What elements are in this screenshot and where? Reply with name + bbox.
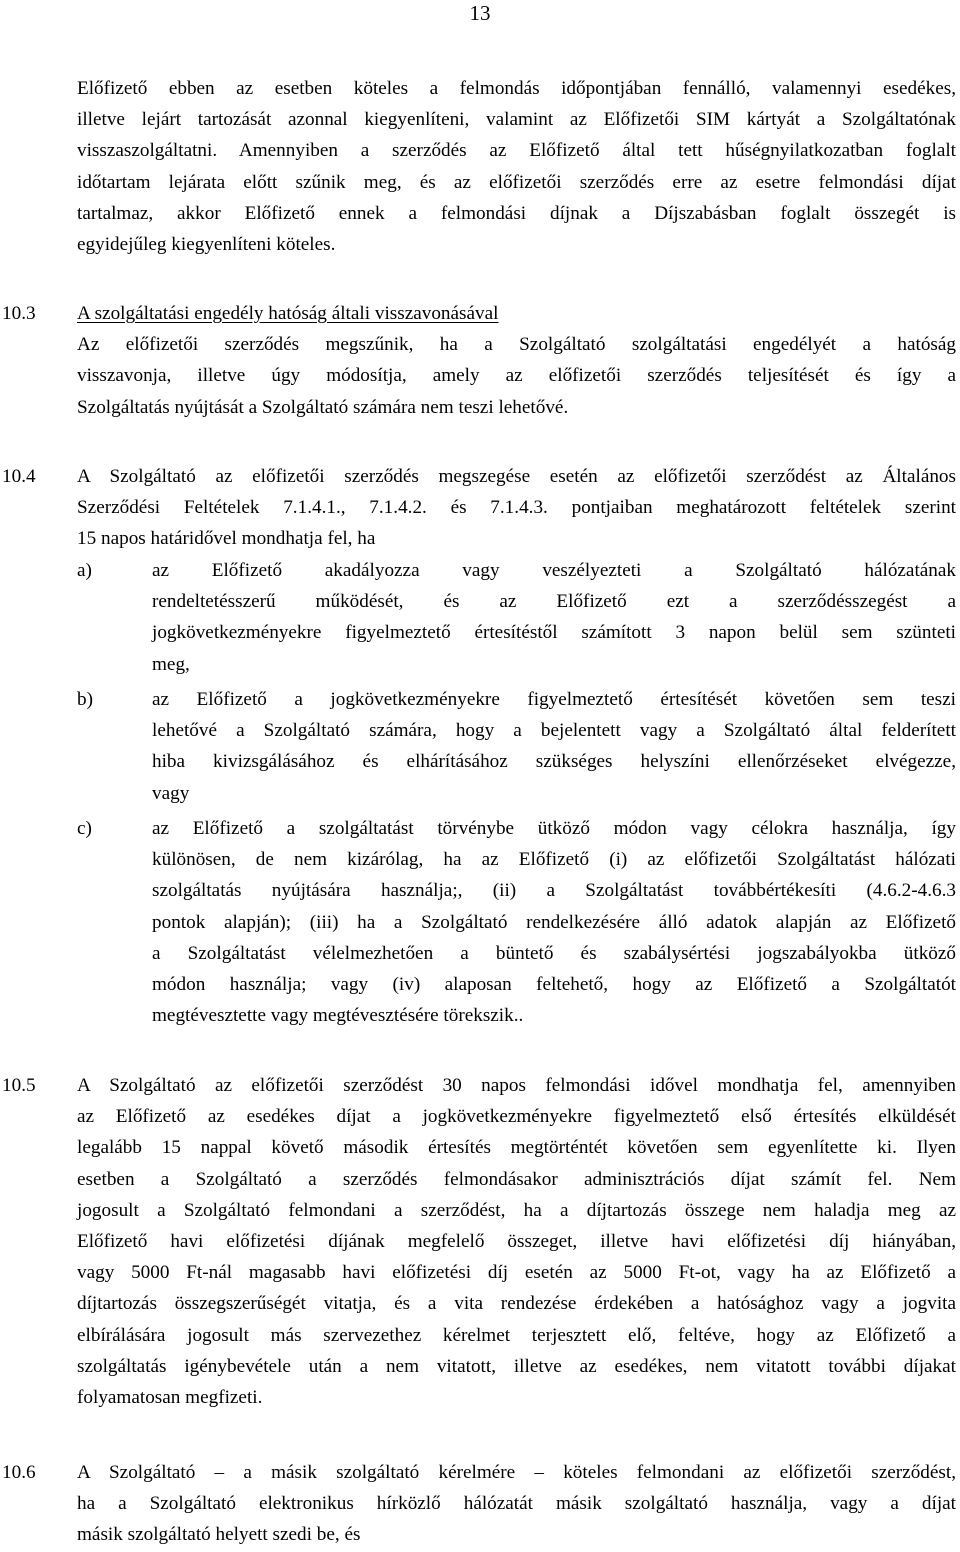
section-number: 10.4 — [2, 466, 36, 487]
text-line: az Előfizető akadályozza vagy veszélyezteti a Szolgáltató hálózatának — [152, 560, 956, 581]
text-line: vagy — [152, 782, 190, 804]
text-line: 15 napos határidővel mondhatja fel, ha — [77, 528, 376, 550]
text-line: a Szolgáltatást vélelmezhetően a büntető és szabálysértési jogszabályokba ütköző — [152, 942, 956, 964]
text-line: egyidejűleg kiegyenlíteni köteles. — [77, 234, 336, 256]
text-line: Az előfizetői szerződés megszűnik, ha a Szolgáltató szolgáltatási engedélyét a hatóság — [77, 334, 956, 356]
text-line: az Előfizető a szolgáltatást törvénybe ütköző módon vagy célokra használja, így — [152, 818, 956, 839]
page-number: 13 — [469, 1, 491, 25]
text-line: legalább 15 nappal követő második értesítés megtörténtét követően sem egyenlítette ki. Ilyen — [77, 1137, 956, 1159]
text-line: Előfizető havi előfizetési díjának megfelelő összeget, illetve havi előfizetési díj hiányában, — [77, 1231, 956, 1253]
text-line: A Szolgáltató – a másik szolgáltató kérelmére – köteles felmondani az előfizetői szerződést, — [77, 1462, 956, 1483]
list-item-c — [152, 813, 956, 1031]
text-line: folyamatosan megfizeti. — [77, 1387, 263, 1409]
text-line: szolgáltatás igénybevétele után a nem vitatott, illetve az esedékes, nem vitatott további díjakat — [77, 1355, 956, 1377]
text-line: az Előfizető az esedékes díjat a jogkövetkezményekre figyelmeztető első értesítés elküldését — [77, 1106, 956, 1128]
text-line: módon használja; vagy (iv) alaposan feltehető, hogy az Előfizető a Szolgáltatót — [152, 974, 956, 996]
text-line: Előfizető ebben az esetben köteles a felmondás időpontjában fennálló, valamennyi esedékes, — [77, 78, 956, 99]
text-line: A Szolgáltató az előfizetői szerződés megszegése esetén az előfizetői szerződést az Általános — [77, 466, 956, 487]
text-line: hiba kivizsgálásához és elhárításához szükséges helyszíni ellenőrzéseket elvégezze, — [152, 751, 956, 773]
text-line: vagy 5000 Ft-nál magasabb havi előfizetési díj esetén az 5000 Ft-ot, vagy ha az Előfizető a — [77, 1262, 956, 1284]
text-line: Szerződési Feltételek 7.1.4.1., 7.1.4.2. és 7.1.4.3. pontjaiban meghatározott feltételek szerint — [77, 497, 956, 519]
text-line: időtartam lejárata előtt szűnik meg, és az előfizetői szerződés erre az esetre felmondási díjat — [77, 171, 956, 193]
text-line: tartalmaz, akkor Előfizető ennek a felmondási díjnak a Díjszabásban foglalt összegét is — [77, 202, 956, 224]
section-10-6 — [77, 1457, 956, 1551]
section-number: 10.6 — [2, 1462, 36, 1483]
text-line: pontok alapján); (iii) ha a Szolgáltató rendelkezésére álló adatok alapján az Előfizető — [152, 911, 956, 933]
text-line: másik szolgáltató helyett szedi be, és — [77, 1524, 361, 1546]
text-line: lehetővé a Szolgáltató számára, hogy a bejelentett vagy a Szolgáltató által felderített — [152, 720, 956, 742]
text-line: elbírálására jogosult más szervezethez kérelmet terjesztett elő, feltéve, hogy az Előfizető a — [77, 1324, 956, 1346]
text-line: visszavonja, illetve úgy módosítja, amely az előfizetői szerződés teljesítését és így a — [77, 365, 956, 387]
list-item-a — [152, 555, 956, 680]
text-line: ha a Szolgáltató elektronikus hírközlő hálózatát másik szolgáltató használja, vagy a díjat — [77, 1493, 956, 1515]
section-heading-text: A szolgáltatási engedély hatóság általi visszavonásával — [77, 303, 499, 324]
text-line: rendeltetésszerű működését, és az Előfizető ezt a szerződésszegést a — [152, 591, 956, 613]
section-number: 10.5 — [2, 1075, 36, 1096]
text-line: A Szolgáltató az előfizetői szerződést 30 napos felmondási idővel mondhatja fel, amennyiben — [77, 1075, 956, 1096]
list-item-label: b) — [77, 689, 93, 710]
text-line: az Előfizető a jogkövetkezményekre figyelmeztető értesítését követően sem teszi — [152, 689, 956, 710]
text-line: illetve lejárt tartozását azonnal kiegyenlíteni, valamint az Előfizetői SIM kártyát a Szolgáltatónak — [77, 109, 956, 131]
text-line: díjtartozás összegszerűségét vitatja, és a vita rendezése érdekében a hatósághoz vagy a jogvita — [77, 1293, 956, 1315]
section-heading — [77, 298, 956, 329]
text-line: Szolgáltatás nyújtását a Szolgáltató számára nem teszi lehetővé. — [77, 396, 569, 418]
text-line: jogosult a Szolgáltató felmondani a szerződést, ha a díjtartozás összege nem haladja meg az — [77, 1199, 956, 1221]
text-line: megtévesztette vagy megtévesztésére törekszik.. — [152, 1005, 524, 1027]
text-line: különösen, de nem kizárólag, ha az Előfizető (i) az előfizetői Szolgáltatást hálózati — [152, 849, 956, 871]
intro-paragraph — [77, 73, 956, 260]
section-number: 10.3 — [2, 303, 36, 324]
text-line: meg, — [152, 653, 190, 675]
text-line: visszaszolgáltatni. Amennyiben a szerződés az Előfizető által tett hűségnyilatkozatban foglalt — [77, 140, 956, 162]
text-line: esetben a Szolgáltató a szerződés felmondásakor adminisztrációs díjat számít fel. Nem — [77, 1168, 956, 1190]
text-line: szolgáltatás nyújtására használja;, (ii) a Szolgáltatást továbbértékesíti (4.6.2-4.6.3 — [152, 880, 956, 902]
section-10-5 — [77, 1070, 956, 1413]
text-line: jogkövetkezményekre figyelmeztető értesítéstől számított 3 napon belül sem szünteti — [152, 622, 956, 644]
section-10-3 — [77, 298, 956, 423]
list-item-label: a) — [77, 560, 92, 581]
section-10-4 — [77, 461, 956, 555]
list-item-b — [152, 684, 956, 809]
list-item-label: c) — [77, 818, 92, 839]
